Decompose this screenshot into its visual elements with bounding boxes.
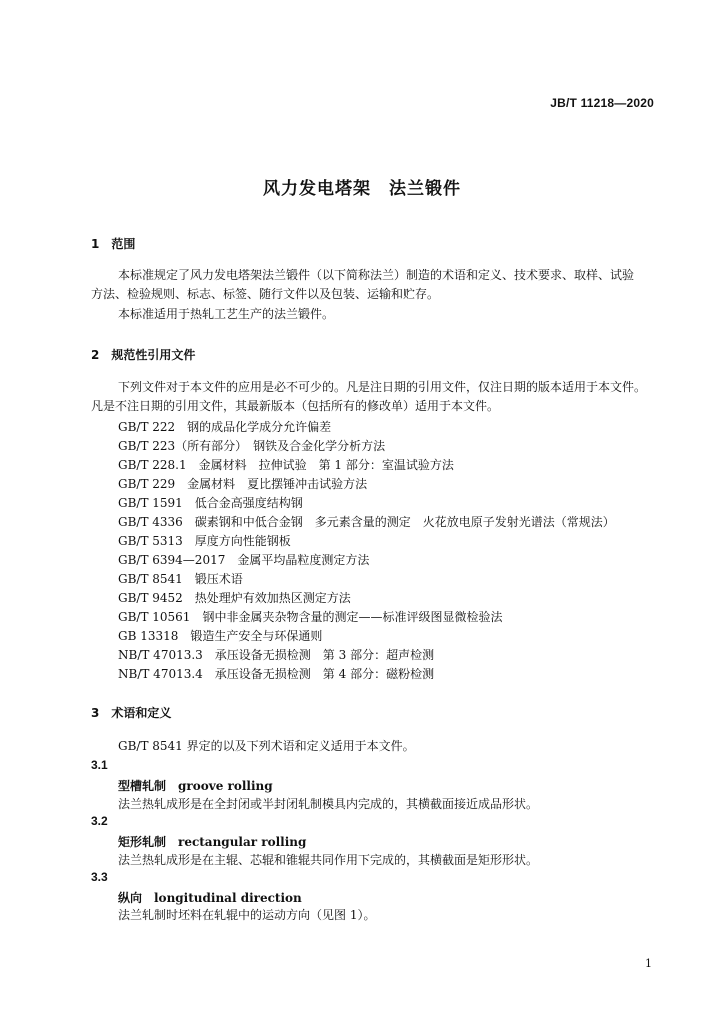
term-number: 3.3 — [91, 870, 108, 884]
section-2-paragraph-line-1: 下列文件对于本文件的应用是必不可少的。凡是注日期的引用文件，仅注日期的版本适用于本文件。 — [118, 380, 647, 394]
section-1-paragraph-line-2: 方法、检验规则、标志、标签、随行文件以及包装、运输和贮存。 — [91, 287, 440, 301]
reference-item: GB/T 223（所有部分） 钢铁及合金化学分析方法 — [118, 439, 386, 453]
term-number: 3.2 — [91, 814, 108, 828]
reference-item: GB/T 4336 碳素钢和中低合金钢 多元素含量的测定 火花放电原子发射光谱法（常规法） — [118, 515, 615, 529]
section-3-intro: GB/T 8541 界定的以及下列术语和定义适用于本文件。 — [118, 739, 415, 753]
standard-code: JB/T 11218—2020 — [550, 96, 654, 110]
term-number: 3.1 — [91, 758, 108, 772]
page-number: 1 — [645, 957, 652, 970]
reference-item: NB/T 47013.4 承压设备无损检测 第 4 部分：磁粉检测 — [118, 667, 435, 681]
term-name: 纵向 longitudinal direction — [118, 891, 302, 905]
reference-item: GB/T 6394—2017 金属平均晶粒度测定方法 — [118, 553, 370, 567]
term-definition: 法兰轧制时坯料在轧辊中的运动方向（见图 1）。 — [118, 908, 376, 922]
reference-item: GB/T 10561 钢中非金属夹杂物含量的测定——标准评级图显微检验法 — [118, 610, 503, 624]
term-definition: 法兰热轧成形是在主辊、芯辊和锥辊共同作用下完成的，其横截面是矩形形状。 — [118, 853, 539, 867]
term-name: 矩形轧制 rectangular rolling — [118, 835, 307, 849]
reference-item: GB/T 228.1 金属材料 拉伸试验 第 1 部分：室温试验方法 — [118, 458, 454, 472]
reference-item: GB 13318 锻造生产安全与环保通则 — [118, 629, 323, 643]
section-2-heading: 2 规范性引用文件 — [91, 348, 196, 362]
term-definition: 法兰热轧成形是在全封闭或半封闭轧制模具内完成的，其横截面接近成品形状。 — [118, 797, 539, 811]
reference-item: GB/T 1591 低合金高强度结构钢 — [118, 496, 303, 510]
reference-item: GB/T 8541 锻压术语 — [118, 572, 243, 586]
reference-item: GB/T 5313 厚度方向性能钢板 — [118, 534, 291, 548]
reference-item: GB/T 9452 热处理炉有效加热区测定方法 — [118, 591, 351, 605]
section-1-paragraph-line-1: 本标准规定了风力发电塔架法兰锻件（以下简称法兰）制造的术语和定义、技术要求、取样、试验 — [118, 268, 635, 282]
section-1-paragraph-2: 本标准适用于热轧工艺生产的法兰锻件。 — [118, 307, 335, 321]
reference-item: GB/T 229 金属材料 夏比摆锤冲击试验方法 — [118, 477, 368, 491]
document-title: 风力发电塔架 法兰锻件 — [263, 179, 461, 199]
section-3-heading: 3 术语和定义 — [91, 706, 172, 720]
section-1-heading: 1 范围 — [91, 237, 136, 251]
section-2-paragraph-line-2: 凡是不注日期的引用文件，其最新版本（包括所有的修改单）适用于本文件。 — [91, 399, 500, 413]
reference-item: GB/T 222 钢的成品化学成分允许偏差 — [118, 420, 332, 434]
reference-item: NB/T 47013.3 承压设备无损检测 第 3 部分：超声检测 — [118, 648, 435, 662]
term-name: 型槽轧制 groove rolling — [118, 779, 273, 793]
